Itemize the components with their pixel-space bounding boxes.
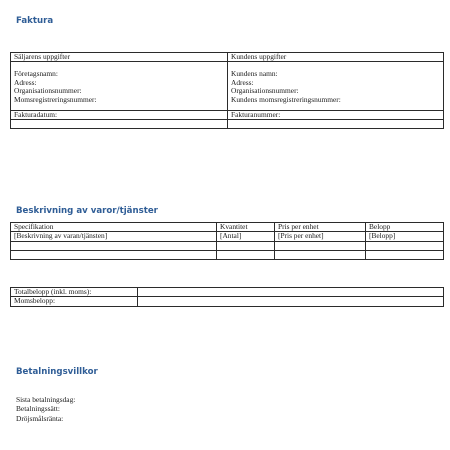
invoice-meta-blank-row bbox=[11, 120, 444, 129]
payment-method-label: Betalningssätt: bbox=[16, 404, 60, 414]
seller-address-label: Adress: bbox=[14, 77, 37, 87]
table-row bbox=[11, 241, 444, 250]
buyer-details bbox=[228, 62, 444, 111]
payment-terms bbox=[16, 395, 75, 423]
item-description bbox=[11, 241, 217, 250]
buyer-name-label: Kundens namn: bbox=[231, 69, 278, 79]
items-section-title: Beskrivning av varor/tjänster bbox=[16, 206, 158, 216]
seller-company-name-label: Företagsnamn: bbox=[14, 69, 58, 79]
seller-details bbox=[11, 62, 228, 111]
invoice-number-value bbox=[228, 120, 444, 129]
col-unit-price: Pris per enhet bbox=[275, 223, 366, 232]
item-quantity: [Antal] bbox=[217, 232, 275, 241]
invoice-date-value bbox=[11, 120, 228, 129]
item-unit-price: [Pris per enhet] bbox=[275, 232, 366, 241]
parties-header-row bbox=[11, 53, 444, 62]
parties-details-row bbox=[11, 62, 444, 111]
due-date-label: Sista betalningsdag: bbox=[16, 395, 76, 404]
table-row bbox=[11, 232, 444, 241]
col-amount: Belopp bbox=[366, 223, 444, 232]
seller-vat-number-label: Momsregistreringsnummer: bbox=[14, 94, 97, 104]
table-row bbox=[11, 250, 444, 259]
seller-bottom-spacer bbox=[14, 104, 224, 110]
parties-table bbox=[10, 52, 444, 129]
vat-value bbox=[138, 297, 444, 306]
item-quantity bbox=[217, 250, 275, 259]
buyer-header: Kundens uppgifter bbox=[228, 53, 444, 62]
buyer-org-number-label: Organisationsnummer: bbox=[231, 86, 299, 96]
buyer-bottom-spacer bbox=[231, 104, 440, 110]
items-table bbox=[10, 222, 444, 260]
total-label: Totalbelopp (inkl. moms): bbox=[11, 288, 138, 297]
item-description: [Beskrivning av varan/tjänsten] bbox=[11, 232, 217, 241]
seller-header: Säljarens uppgifter bbox=[11, 53, 228, 62]
item-amount: [Belopp] bbox=[366, 232, 444, 241]
items-header-row bbox=[11, 223, 444, 232]
page-title: Faktura bbox=[16, 16, 54, 26]
vat-row bbox=[11, 297, 444, 306]
totals-table bbox=[10, 287, 444, 307]
item-quantity bbox=[217, 241, 275, 250]
buyer-vat-number-label: Kundens momsregistreringsnummer: bbox=[231, 94, 341, 104]
buyer-address-label: Adress: bbox=[231, 77, 254, 87]
col-specification: Specifikation bbox=[11, 223, 217, 232]
vat-label: Momsbelopp: bbox=[11, 297, 138, 306]
item-amount bbox=[366, 250, 444, 259]
total-value bbox=[138, 288, 444, 297]
invoice-meta-row bbox=[11, 111, 444, 120]
invoice-date-label: Fakturadatum: bbox=[11, 111, 228, 120]
late-interest-label: Dröjsmålsränta: bbox=[16, 413, 64, 423]
total-row bbox=[11, 288, 444, 297]
seller-org-number-label: Organisationsnummer: bbox=[14, 86, 82, 96]
item-amount bbox=[366, 241, 444, 250]
invoice-number-label: Fakturanummer: bbox=[228, 111, 444, 120]
item-description bbox=[11, 250, 217, 259]
payment-section-title: Betalningsvillkor bbox=[16, 367, 98, 377]
col-quantity: Kvantitet bbox=[217, 223, 275, 232]
item-unit-price bbox=[275, 241, 366, 250]
item-unit-price bbox=[275, 250, 366, 259]
